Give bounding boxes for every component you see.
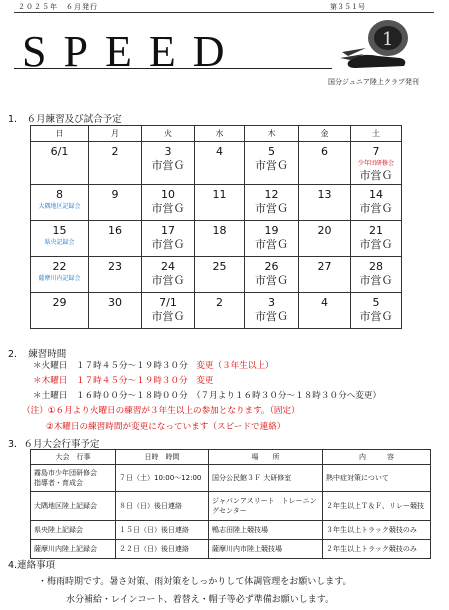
day-number: 29 [52,296,67,309]
event-cell: ２２日（日）後日連絡 [116,540,209,559]
practice-time-text: ＊火曜日 １７時４５分～１９時３０分 [33,361,197,371]
event-cell: 鴨志田陸上競技場 [209,521,323,540]
calendar-day-cell [89,185,142,221]
event-cell: 県央陸上記録会 [31,521,116,540]
calendar-day-cell [195,221,245,257]
practice-time-line [33,389,381,401]
event-cell: 薩摩川内陸上記録会 [31,540,116,559]
practice-venue: 市営Ｇ [359,202,393,215]
calendar-day-cell [89,221,142,257]
calendar-week-row [31,185,402,221]
calendar-day-cell [351,142,402,185]
day-number: 24 [161,260,175,273]
calendar-day-cell [351,293,402,329]
day-number: 20 [317,224,332,237]
calendar-table [30,125,402,329]
day-event-note: 少年団研修会 [357,160,394,167]
practice-note: ②木曜日の練習時間が変更になっています（スピードで連絡） [46,422,286,432]
event-row [31,540,431,559]
day-number: 2 [216,296,223,309]
practice-venue: 市営Ｇ [359,169,393,182]
weekday-4: 木 [245,126,299,142]
change-note: 変更（３年生以上） [196,361,274,371]
issue-date: ２０２５年 ６月発行 [18,3,98,11]
event-table-header [31,450,431,465]
event-cell: ジャパンアスリート トレーニングセンター [209,492,323,521]
practice-venue: 市営Ｇ [151,310,185,323]
day-event-note: 薩摩川内記録会 [38,275,81,282]
practice-venue: 市営Ｇ [151,274,185,287]
day-number: 13 [317,188,332,201]
calendar-day-cell [195,293,245,329]
day-number: 14 [369,188,383,201]
calendar-day-cell [31,293,89,329]
practice-venue: 市営Ｇ [255,274,288,287]
event-cell: ３年生以上トラック競技のみ [323,521,431,540]
calendar-day-cell [195,142,245,185]
practice-venue: 市営Ｇ [255,238,288,251]
practice-venue: 市営Ｇ [151,202,185,215]
event-cell: ２年生以上Ｔ＆Ｆ、リレー競技 [323,492,431,521]
calendar-week-row [31,142,402,185]
svg-text:1: 1 [382,29,394,50]
weekday-0: 日 [31,126,89,142]
day-number: 5 [268,145,275,158]
calendar-day-cell [142,185,195,221]
calendar-day-cell [195,185,245,221]
day-number: 18 [212,224,227,237]
calendar-week-row [31,257,402,293]
calendar-day-cell [299,257,351,293]
day-number: 3 [164,145,172,158]
event-row [31,521,431,540]
event-row [31,492,431,521]
calendar-day-cell [245,185,299,221]
event-cell: ２年生以上トラック競技のみ [323,540,431,559]
event-cell: 薩摩川内市陸上競技場 [209,540,323,559]
practice-time-line [33,374,214,386]
newsletter-title: SPEED [22,27,242,76]
day-number: 12 [264,188,279,201]
calendar-weekday-row [31,126,402,142]
calendar-day-cell [31,185,89,221]
day-number: 17 [161,224,175,237]
calendar-day-cell [89,257,142,293]
notice-line-1: ・梅雨時期です。暑さ対策、雨対策をしっかりして体調管理をお願いします。 [38,577,352,587]
day-number: 25 [212,260,227,273]
event-cell: １５日（日）後日連絡 [116,521,209,540]
event-row [31,465,431,492]
calendar-day-cell [142,142,195,185]
day-number: 22 [52,260,67,273]
calendar-day-cell [89,293,142,329]
section4-title: 4.連絡事項 [8,560,56,571]
day-number: 9 [111,188,119,201]
event-header-cell: 大会 行事 [31,450,116,465]
practice-venue: 市営Ｇ [359,274,393,287]
calendar-day-cell [245,221,299,257]
title-underline [14,68,332,69]
day-number: 5 [372,296,380,309]
practice-time-text: ＊木曜日 １７時４５分～１９時３０分 [33,376,197,386]
section1-title: 1. ６月練習及び試合予定 [8,114,122,125]
practice-time-line [33,359,274,371]
day-number: 4 [216,145,223,158]
calendar-day-cell [142,293,195,329]
day-event-note: 大隅地区記録会 [38,203,81,210]
day-number: 6 [321,145,328,158]
calendar-day-cell [142,221,195,257]
day-number: 23 [108,260,122,273]
day-number: 7 [372,145,380,158]
calendar-day-cell [142,257,195,293]
event-cell: 熱中症対策について [323,465,431,492]
day-number: 6/1 [50,145,69,158]
calendar-day-cell [351,221,402,257]
calendar-day-cell [299,185,351,221]
day-number: 19 [264,224,279,237]
event-header-cell: 場 所 [209,450,323,465]
day-number: 15 [52,224,67,237]
issue-number: 第３５１号 [330,3,365,11]
practice-venue: 市営Ｇ [151,238,185,251]
calendar-day-cell [299,221,351,257]
change-note: 変更 [196,376,214,386]
practice-note: （注）①６月より火曜日の練習が３年生以上の参加となります。（固定） [22,406,300,416]
section3-title: 3．６月大会行事予定 [8,439,100,450]
calendar-day-cell [245,142,299,185]
day-number: 7/1 [159,296,177,309]
event-header-cell: 日時 時間 [116,450,209,465]
day-number: 10 [161,188,175,201]
day-number: 4 [321,296,328,309]
calendar-day-cell [245,293,299,329]
event-cell: ８日（日）後日連絡 [116,492,209,521]
calendar-day-cell [31,257,89,293]
winged-shoe-logo-icon [338,12,418,76]
event-cell: 霧島市少年団研修会 指導者・育成会 [31,465,116,492]
weekday-2: 火 [142,126,195,142]
weekday-3: 水 [195,126,245,142]
calendar-week-row [31,293,402,329]
event-header-cell: 内 容 [323,450,431,465]
notice-line-2: 水分補給・レインコート、着替え・帽子等必ず準備お願いします。 [66,595,335,605]
day-event-note: 県央記録会 [44,239,75,246]
practice-venue: 市営Ｇ [255,159,288,172]
day-number: 8 [56,188,63,201]
weekday-5: 金 [299,126,351,142]
practice-time-text: ＊土曜日 １６時００分～１８時００分 （７月より１６時３０分～１８時３０分へ変更） [33,391,382,401]
event-cell: 大隅地区陸上記録会 [31,492,116,521]
day-number: 21 [369,224,383,237]
event-schedule-table [30,449,431,559]
calendar-day-cell [31,142,89,185]
day-number: 2 [111,145,119,158]
practice-venue: 市営Ｇ [255,310,288,323]
practice-venue: 市営Ｇ [359,238,393,251]
publisher-line: 国分ジュニア陸上クラブ発刊 [328,78,419,86]
day-number: 30 [108,296,122,309]
weekday-6: 土 [351,126,402,142]
calendar-day-cell [299,142,351,185]
day-number: 3 [268,296,275,309]
event-cell: 国分公民館３Ｆ 大研修室 [209,465,323,492]
calendar-day-cell [245,257,299,293]
section2-title: 2． 練習時間 [8,349,67,360]
day-number: 26 [264,260,279,273]
calendar-day-cell [31,221,89,257]
calendar-day-cell [299,293,351,329]
day-number: 16 [108,224,122,237]
day-number: 27 [317,260,332,273]
calendar-day-cell [195,257,245,293]
practice-venue: 市営Ｇ [151,159,185,172]
calendar-day-cell [89,142,142,185]
practice-venue: 市営Ｇ [359,310,393,323]
weekday-1: 月 [89,126,142,142]
practice-venue: 市営Ｇ [255,202,288,215]
day-number: 28 [369,260,383,273]
day-number: 11 [212,188,227,201]
calendar-day-cell [351,257,402,293]
event-cell: ７日（土）10:00～12:00 [116,465,209,492]
calendar-week-row [31,221,402,257]
calendar-day-cell [351,185,402,221]
